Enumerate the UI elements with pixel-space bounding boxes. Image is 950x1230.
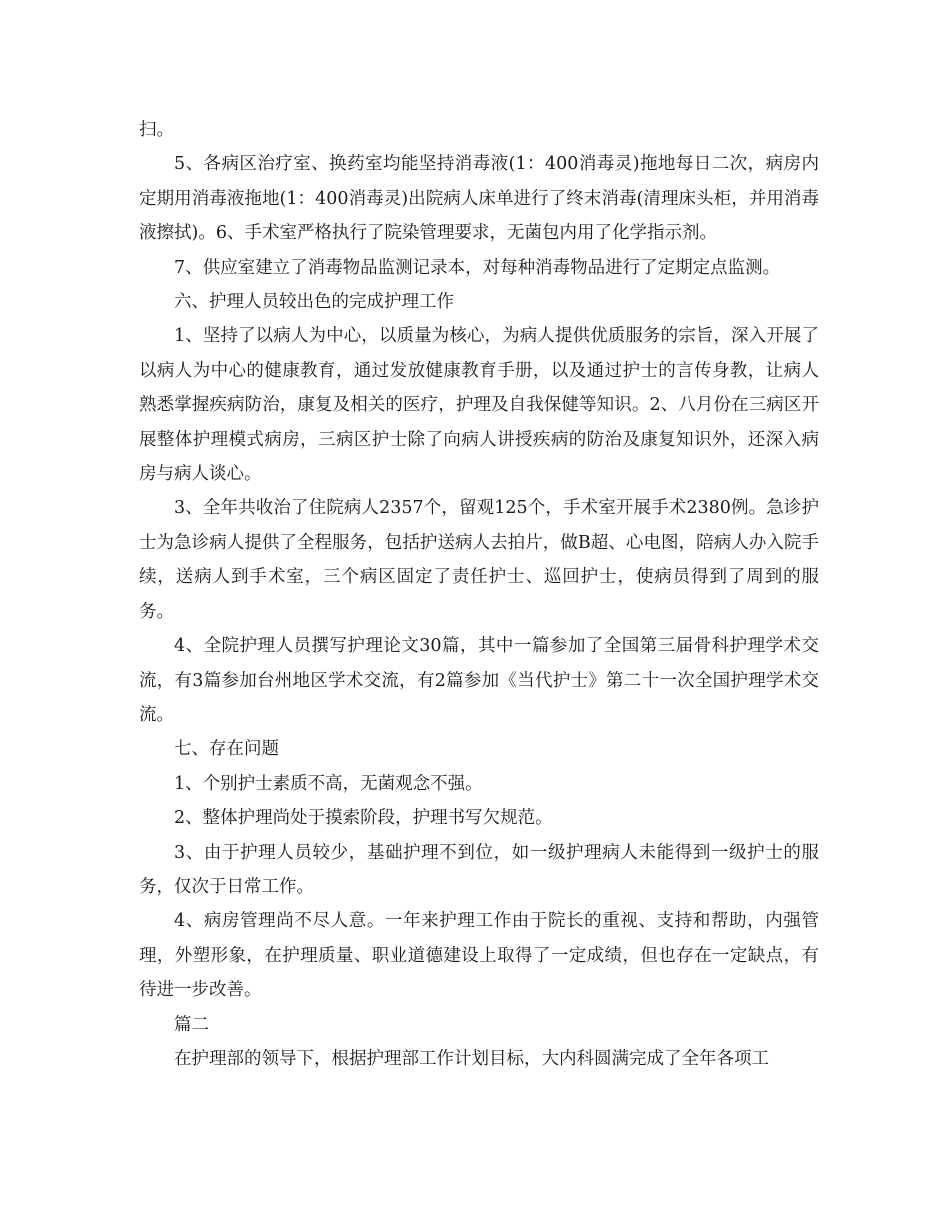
paragraph: 3、全年共收治了住院病人2357个，留观125个，手术室开展手术2380例。急诊护士为急诊病人提供了全程服务，包括护送病人去拍片，做B超、心电图，陪病人办入院手续，送病人到手术室，三个病区固定了责任护士、巡回护士，使病员得到了周到的服务。 bbox=[139, 498, 819, 622]
paragraph: 3、由于护理人员较少，基础护理不到位，如一级护理病人未能得到一级护士的服务，仅次于日常工作。 bbox=[139, 842, 819, 897]
paragraph: 5、各病区治疗室、换药室均能坚持消毒液(1：400消毒灵)拖地每日二次，病房内定期用消毒液拖地(1：400消毒灵)出院病人床单进行了终末消毒(清理床头柜，并用消毒液擦拭)。6、手术室严格执行了院染管理要求，无菌包内用了化学指示剂。 bbox=[139, 154, 819, 244]
section-heading: 七、存在问题 bbox=[174, 739, 279, 760]
paragraph: 7、供应室建立了消毒物品监测记录本，对每种消毒物品进行了定期定点监测。 bbox=[174, 257, 781, 278]
paragraph: 4、病房管理尚不尽人意。一年来护理工作由于院长的重视、支持和帮助，内强管理，外塑形象，在护理质量、职业道德建设上取得了一定成绩，但也存在一定缺点，有待进一步改善。 bbox=[139, 911, 819, 1001]
paragraph: 扫。 bbox=[139, 120, 174, 140]
paragraph: 2、整体护理尚处于摸索阶段，护理书写欠规范。 bbox=[174, 808, 553, 829]
paragraph: 1、个别护士素质不高，无菌观念不强。 bbox=[174, 773, 483, 794]
paragraph: 4、全院护理人员撰写护理论文30篇，其中一篇参加了全国第三届骨科护理学术交流，有3篇参加台州地区学术交流，有2篇参加《当代护士》第二十一次全国护理学术交流。 bbox=[139, 636, 819, 725]
section-heading: 六、护理人员较出色的完成护理工作 bbox=[174, 292, 454, 313]
paragraph: 1、坚持了以病人为中心，以质量为核心，为病人提供优质服务的宗旨，深入开展了以病人为中心的健康教育，通过发放健康教育手册，以及通过护士的言传身教，让病人熟悉掌握疾病防治，康复及相关的医疗，护理及自我保健等知识。2、八月份在三病区开展整体护理模式病房，三病区护士除了向病人讲授疾病的防治及康复知识外，还深入病房与病人谈心。 bbox=[139, 326, 819, 485]
section-heading: 篇二 bbox=[174, 1014, 209, 1035]
document-body bbox=[139, 113, 819, 1076]
paragraph: 在护理部的领导下，根据护理部工作计划目标，大内科圆满完成了全年各项工 bbox=[174, 1048, 769, 1069]
